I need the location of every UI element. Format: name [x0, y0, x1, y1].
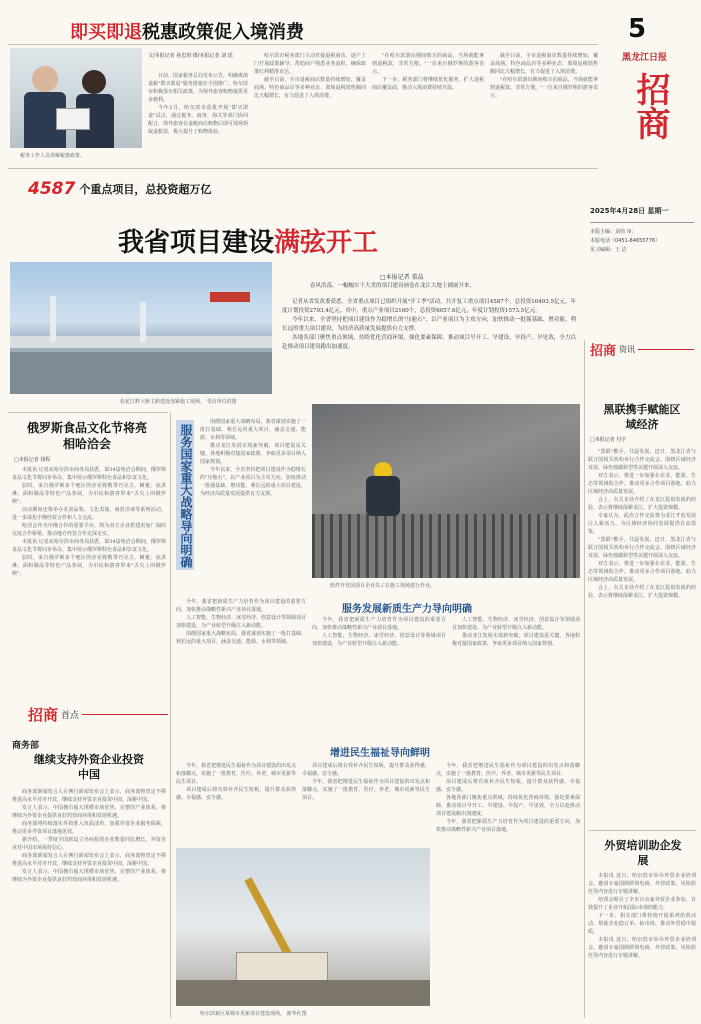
vertical-head: 服务国家重大战略导向明确	[179, 424, 193, 568]
top-col3: "在哈尔滨游玩期间购买的商品，当场就能拿到退税款，非常方便。"一位来自俄罗斯的游客表示。 下一步，税务部门将继续优化服务，扩大退税商店覆盖面，推动入境消费持续升温。	[372, 53, 484, 91]
top-col2: 哈尔滨市税务部门主动对接退税商店，逐户上门开展政策辅导，帮助商户熟悉业务流程，确保政策红利精准直达。 截至目前，全市退税商店数量持续增加，覆盖商场、特色商品店等多种业态，离境退税销售额同比大幅增长，有力促进了入境消费。	[254, 53, 366, 99]
paper-name: 黑龙江日报	[622, 53, 668, 63]
zixun-headline: 黑联携手赋能区域经济	[603, 403, 681, 431]
zixun-tag: 招商 资讯	[590, 340, 694, 359]
left-body: 本报讯 记者从哈尔滨市商务局获悉，第34届哈洽会期间，俄罗斯食品文化节将同步举办，集中展示俄罗斯特色食品和饮食文化。 届时，来自俄罗斯多个地区的企业将携带巧克力、蜂蜜、冰淇淋、面粉制品等特色产品参展，为市民和游客带来"舌尖上的俄罗斯"。 活动期间还将举办美食品鉴、文化表演、商贸洽谈等系列活动，进一步深化中俄经贸合作和人文交流。 哈洽会作为中俄合作的重要平台，将为双方企业搭建更加广阔的交流合作桥梁，推动地方经贸合作走深走实。 本报讯 记者从哈尔滨市商务局获悉，第34届哈洽会期间，俄罗斯食品文化节将同步举办，集中展示俄罗斯特色食品和饮食文化。 届时，来自俄罗斯多个地区的企业将携带巧克力、蜂蜜、冰淇淋、面粉制品等特色产品参展，为市民和游客带来"舌尖上的俄罗斯"。	[12, 467, 166, 577]
worker-photo-caption: 软件开发园项目企业员工在施工现场进行作业。	[330, 583, 436, 589]
center-col-c: 今年，我省把新质生产力培育作为项目建设的重要方向，加快推动战略性新兴产业项目落地。 人工智能、生物经济、冰雪经济、创意设计等领域项目加快建设，为产业转型升级注入新动能。	[312, 617, 446, 647]
center-col-d: 人工智能、生物经济、冰雪经济、创意设计等领域项目加快建设，为产业转型升级注入新动能。 推动龙江发展实现新突破，项目建设是关键。各地积极对接国家政策，争取更多项目纳入国家规划。	[452, 617, 580, 647]
main-body: 记者从省发改委获悉，全省重点项目已组织开展"开工季"活动，共开复工重点项目4587个，总投资10493.5亿元，年度计划投资2793.4亿元。其中，重点产业项目2160个，总投资6057.6亿元，年度计划投资1573.5亿元。 今年以来，全省坚持把项目建设作为稳增长的"压舱石"，以产业项目为主攻方向，加快推动一批强基础、增功能、利长远的重大项目建设，为经济高质量发展提供有力支撑。 各地各部门聚焦重点领域，持续优化营商环境，强化要素保障，推动项目早开工、早建设、早投产、早见效，全力以赴推动项目建设跑出加速度。	[282, 299, 576, 350]
shoutou-kicker: 商务部	[12, 741, 40, 751]
zixun-body: "黑联"携手，共促发展。近日，黑龙江省与联合国相关机构举行合作交流会，围绕区域经济发展、绿色低碳转型等议题开展深入交流。 双方表示，将进一步加强在农业、能源、生态等领域的合作，推动更多合作项目落地，助力区域经济高质量发展。 会上，有关企业介绍了在龙江投资发展的经验，表示将继续深耕龙江，扩大投资规模。 专家认为，此次合作交流将为龙江开放发展注入新活力，为区域经济协同发展提供有益借鉴。 "黑联"携手，共促发展。近日，黑龙江省与联合国相关机构举行合作交流会，围绕区域经济发展、绿色低碳转型等议题开展深入交流。 双方表示，将进一步加强在农业、能源、生态等领域的合作，推动更多合作项目落地，助力区域经济高质量发展。 会上，有关企业介绍了在龙江投资发展的经验，表示将继续深耕龙江，扩大投资规模。	[588, 449, 696, 599]
banner-main-b: 满弦开工	[274, 228, 379, 258]
top-headline-block	[70, 18, 550, 43]
banner-text: 个重点项目，总投资超万亿	[79, 183, 212, 196]
center-col-a: 围绕国家重大战略布局，我省谋划实施了一批打基础、利长远的重大项目，涵盖交通、能源、水利等领域。 推动龙江发展实现新突破，项目建设是关键。各地积极对接国家政策，争取更多项目纳入国家规划。 今年以来，全省坚持把项目建设作为稳增长的"压舱石"，以产业项目为主攻方向，加快推动一批强基础、增功能、利长远的重大项目建设，为经济高质量发展提供有力支撑。	[200, 419, 306, 497]
shoutou-headline: 继续支持外资企业投资中国	[34, 753, 144, 781]
crane-photo	[176, 848, 430, 1006]
top-headline-red: 即买即退	[70, 22, 142, 43]
banner-number: 4587	[28, 179, 76, 199]
editor-line: 本版主编：刘伟 审：	[590, 229, 637, 235]
top-col1: 日前，国家税务总局发布公告，明确离境退税"即买即退"服务措施在全国推广，哈尔滨市积极落实相关政策，为境外旅客购物提供更多便利。 今年2月，哈尔滨市获批开展"即买即退"试点，通过税务、商务、海关等部门协同配合，境外旅客在退税商店购物后即可现场领取退税款，极大提升了购物体验。	[148, 73, 248, 135]
center-col-b: 今年，我省把新质生产力培育作为项目建设的重要方向，加快推动战略性新兴产业项目落地。 人工智能、生物经济、冰雪经济、创意设计等领域项目加快建设，为产业转型升级注入新动能。 围绕国家重大战略布局，我省谋划实施了一批打基础、利长远的重大项目，涵盖交通、能源、水利等领域。	[176, 599, 306, 645]
shoutou-body: 商务部新闻发言人在例行新闻发布会上表示，商务部将坚定不移推进高水平对外开放，继续支持外资企业投资中国、深耕中国。 发言人表示，中国拥有超大规模市场优势、完整的产业体系，将继续为外资企业提供良好的营商环境和发展机遇。 商务部将持续落实外资准入负面清单，加强外资企业服务保障，推动更多外资项目落地见效。 据介绍，一季度全国新设立外商投资企业数量同比增长，外资企业对中国市场保持信心。 商务部新闻发言人在例行新闻发布会上表示，商务部将坚定不移推进高水平对外开放，继续支持外资企业投资中国、深耕中国。 发言人表示，中国拥有超大规模市场优势、完整的产业体系，将继续为外资企业提供良好的营商环境和发展机遇。	[12, 789, 166, 883]
center-col-f: 项目建成后将有效补齐民生短板，提升群众获得感、幸福感、安全感。 今年，我省把增进民生福祉作为项目建设的出发点和落脚点，实施了一批教育、医疗、养老、城市更新等民生项目。	[302, 763, 430, 801]
banner-main	[118, 222, 378, 259]
center-col-e: 今年，我省把增进民生福祉作为项目建设的出发点和落脚点，实施了一批教育、医疗、养老、城市更新等民生项目。 项目建成后将有效补齐民生短板，提升群众获得感、幸福感、安全感。	[176, 763, 296, 801]
left-byline: □本报记者 钱程	[14, 457, 51, 463]
top-photo-caption: 税务工作人员讲解税惠政策。	[20, 153, 86, 159]
date-line: 2025年4月28日 星期一	[590, 207, 669, 215]
bridge-photo-caption: 松花江畔大桥主跨建设加紧施工现场。 受访单位供图	[120, 399, 237, 405]
proof-line: 见习编辑：王 洁	[590, 247, 627, 253]
section-vertical-title: 招商	[630, 72, 670, 140]
banner-main-a: 我省项目建设	[118, 228, 275, 258]
top-byline: 文/本报记者 孙思琪 摄/本报记者 刘 瑶	[148, 53, 233, 59]
main-byline: □本报记者 董晶	[380, 274, 424, 281]
contact-line: 本版电话（0451-84655776）	[590, 238, 660, 244]
shoutou-tag: 招商 首点	[28, 704, 168, 725]
page-number: 5	[628, 14, 647, 44]
zixun-head2: 外贸培训助企发展	[604, 839, 682, 867]
crane-photo-caption: 哈尔滨新区某城市更新项目建设现场。 新华社图	[200, 1011, 307, 1017]
center-col-g: 今年，我省把增进民生福祉作为项目建设的出发点和落脚点，实施了一批教育、医疗、养老、城市更新等民生项目。 项目建成后将有效补齐民生短板，提升群众获得感、幸福感、安全感。 各地各部门聚焦重点领域，持续优化营商环境，强化要素保障，推动项目早开工、早建设、早投产、早见效，全力以赴推动项目建设跑出加速度。 今年，我省把新质生产力培育作为项目建设的重要方向，加快推动战略性新兴产业项目落地。	[436, 763, 580, 833]
main-intro: 春风浩荡，一幅幅实干大美的项目建设画卷在龙江大地上铺展开来。	[310, 283, 476, 289]
top-headline-black: 税惠政策促入境消费	[142, 22, 304, 43]
worker-photo	[312, 404, 580, 578]
banner-kicker	[28, 180, 211, 198]
top-col4: 截至目前，全市退税商店数量持续增加，覆盖商场、特色商品店等多种业态，离境退税销售额同比大幅增长，有力促进了入境消费。 "在哈尔滨游玩期间购买的商品，当场就能拿到退税款，非常方便。"一位来自俄罗斯的游客表示。	[490, 53, 598, 99]
top-photo	[10, 48, 142, 148]
sub-head-1: 服务发展新质生产力导向明确	[342, 604, 472, 615]
left-headline: 俄罗斯食品文化节将亮相哈洽会	[26, 421, 147, 451]
bridge-photo	[10, 262, 272, 394]
sub-head-2: 增进民生福祉导向鲜明	[330, 748, 430, 759]
zixun-body2: 本报讯 近日，哈尔滨市举办外贸企业培训会，邀请专家围绕跨境电商、外贸政策、风险防范等内容进行专题讲解。 培训会吸引了全市百余家外贸企业参加，有效提升了企业开拓国际市场的能力。 下一步，相关部门将持续开展系列培训活动，帮助企业稳订单、拓市场，推动外贸稳中提质。 本报讯 近日，哈尔滨市举办外贸企业培训会，邀请专家围绕跨境电商、外贸政策、风险防范等内容进行专题讲解。	[588, 873, 696, 959]
zixun-byline: □本报记者 付宇	[590, 437, 627, 443]
